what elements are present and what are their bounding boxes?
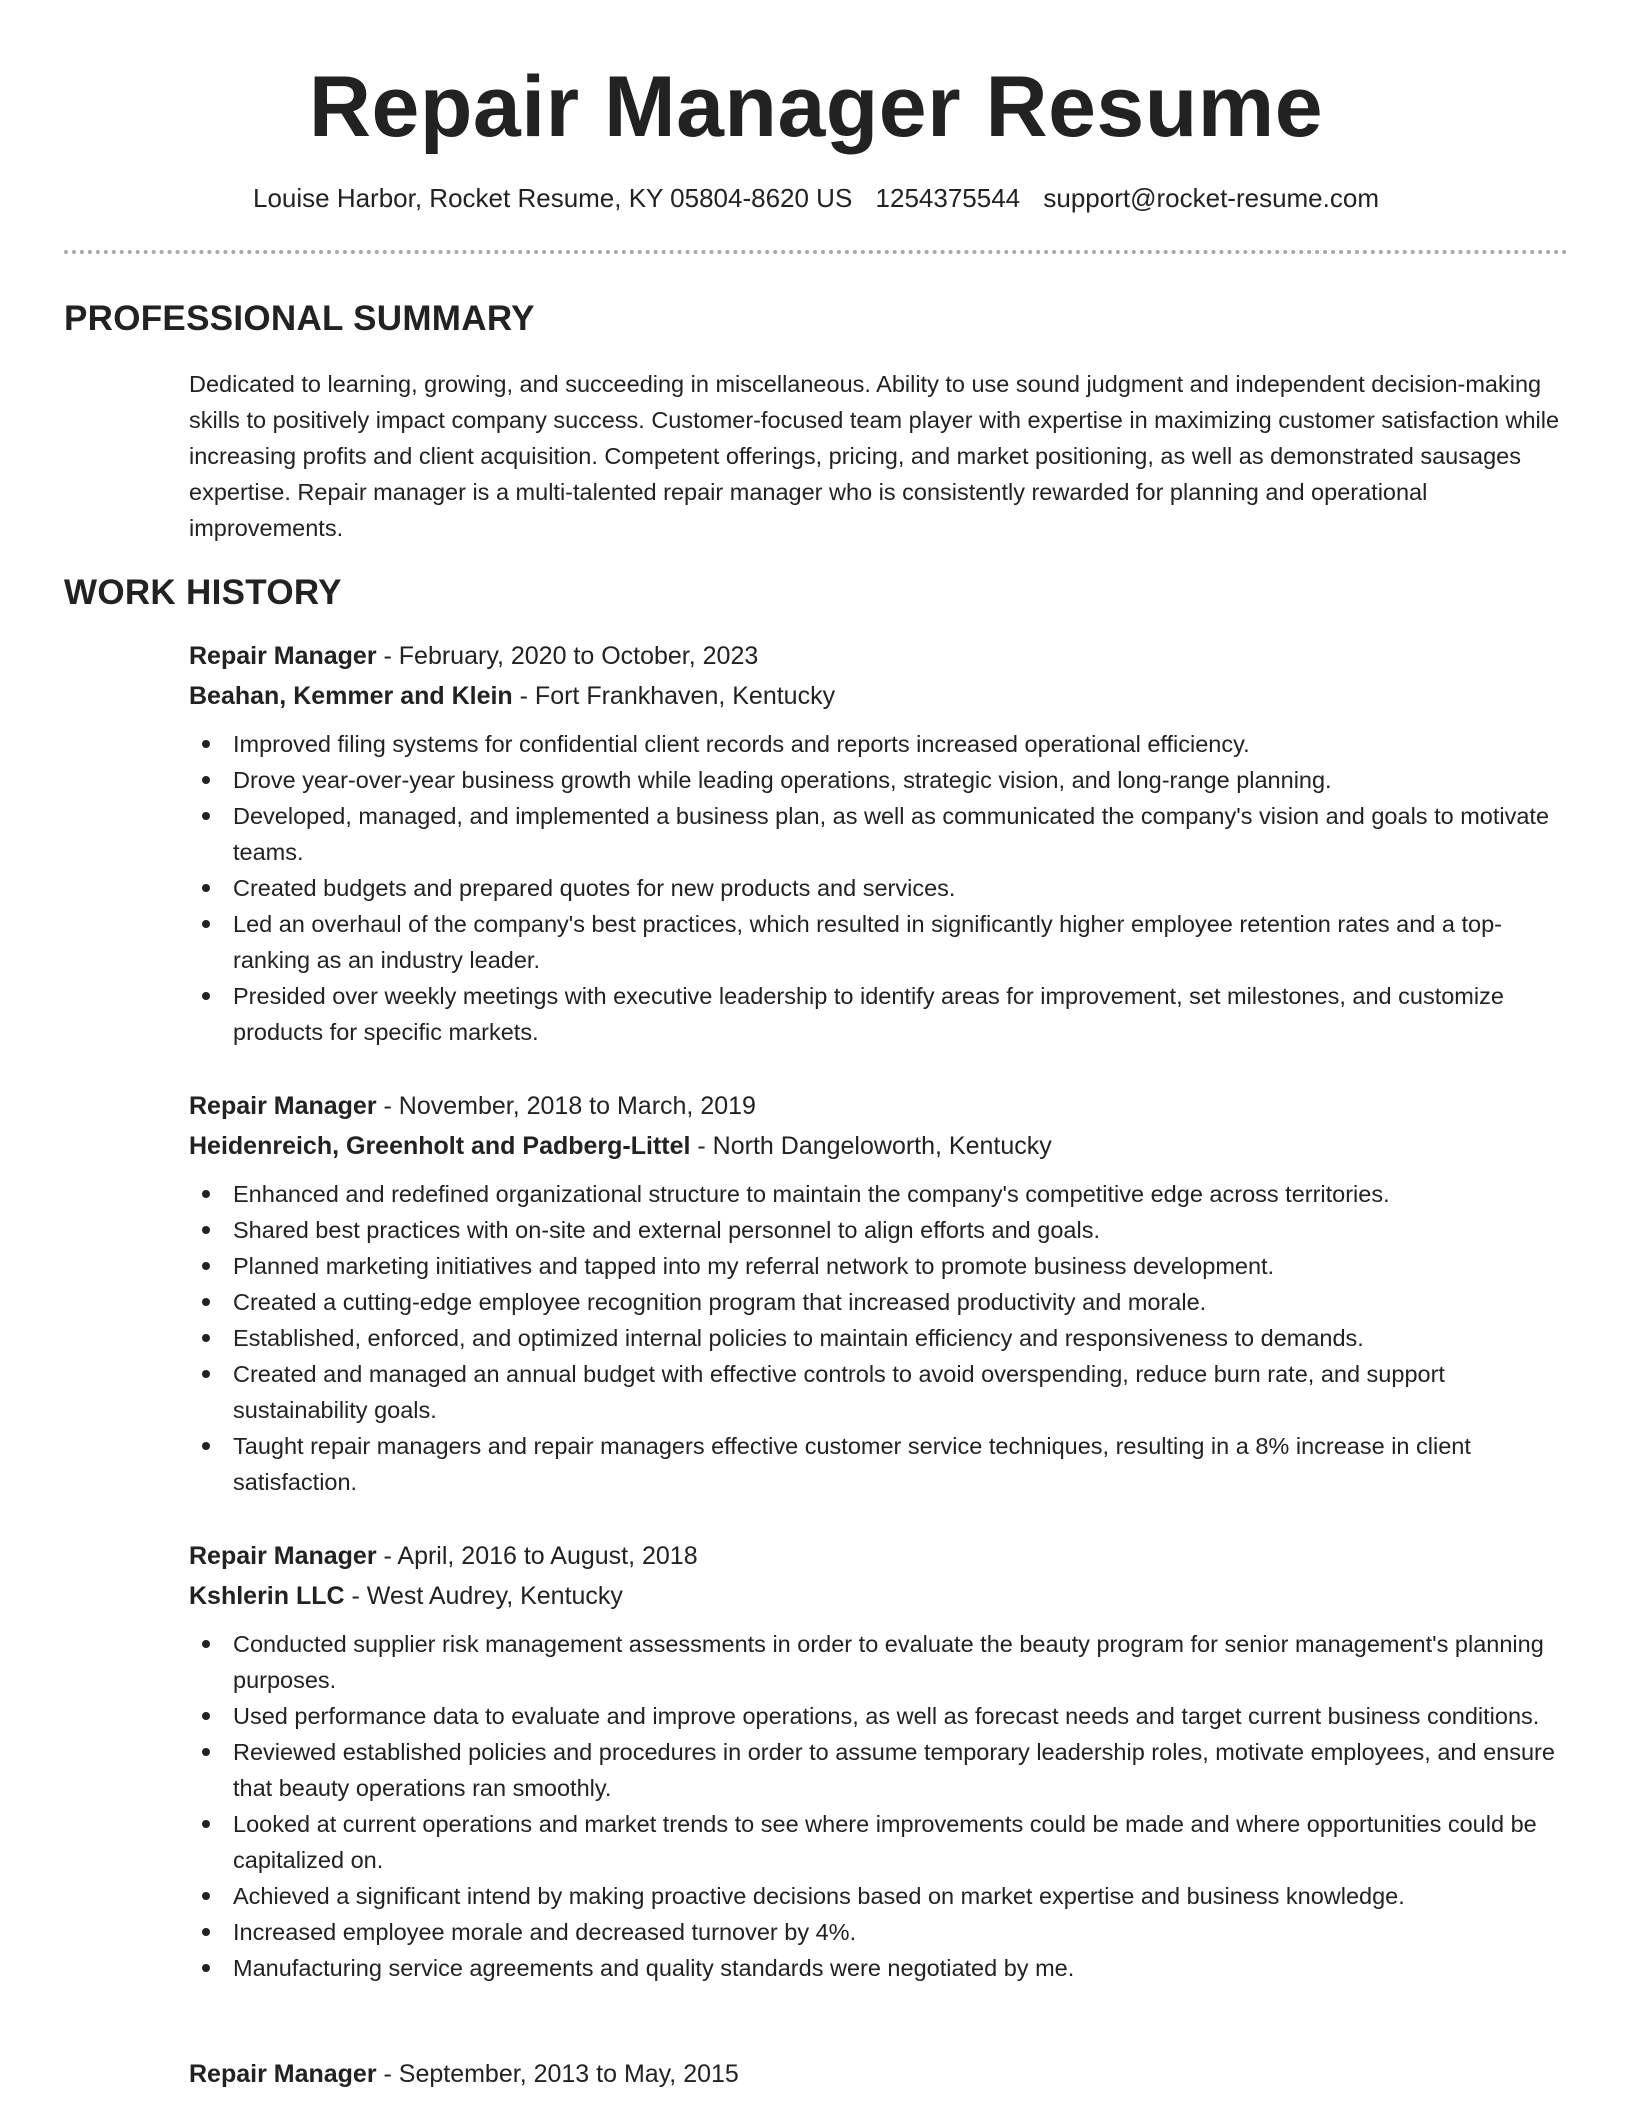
job-title-line (189, 2054, 1569, 2094)
job-company: Kshlerin LLC (189, 1582, 345, 1610)
job-bullet: Taught repair managers and repair managers effective customer service techniques, resulting in a 8% increase in client satisfaction. (189, 1428, 1569, 1500)
job-bullet: Established, enforced, and optimized internal policies to maintain efficiency and responsiveness to demands. (189, 1320, 1569, 1356)
work-history-heading: WORK HISTORY (64, 573, 342, 612)
contact-phone: 1254375544 (875, 183, 1021, 213)
summary-text: Dedicated to learning, growing, and succeeding in miscellaneous. Ability to use sound judgment and independent decision-making skills to positively impact company success. Customer-focused team player with expertise in maximizing customer satisfaction while increasing profits and client acquisition. Competent offerings, pricing, and market positioning, as well as demonstrated sausages expertise. Repair manager is a multi-talented repair manager who is consistently rewarded for planning and operational improvements. (189, 371, 1560, 541)
job-entry (189, 1536, 1569, 1986)
job-dates: - April, 2016 to August, 2018 (376, 1542, 698, 1570)
contact-line (0, 180, 1632, 216)
job-bullet: Presided over weekly meetings with executive leadership to identify areas for improvement, set milestones, and customize products for specific markets. (189, 978, 1569, 1050)
job-bullets (189, 1626, 1569, 1986)
job-company: Beahan, Kemmer and Klein (189, 682, 513, 710)
job-company-line (189, 1126, 1569, 1166)
job-title-line (189, 1536, 1569, 1576)
job-bullet: Planned marketing initiatives and tapped into my referral network to promote business development. (189, 1248, 1569, 1284)
job-dates: - September, 2013 to May, 2015 (376, 2060, 739, 2088)
job-bullet: Used performance data to evaluate and improve operations, as well as forecast needs and target current business conditions. (189, 1698, 1569, 1734)
job-title: Repair Manager (189, 1092, 377, 1120)
job-title: Repair Manager (189, 642, 377, 670)
job-location: - West Audrey, Kentucky (344, 1582, 623, 1610)
job-location: - North Dangeloworth, Kentucky (690, 1132, 1052, 1160)
job-bullet: Improved filing systems for confidential client records and reports increased operational efficiency. (189, 726, 1569, 762)
job-bullet: Developed, managed, and implemented a business plan, as well as communicated the company's vision and goals to motivate teams. (189, 798, 1569, 870)
job-bullet: Conducted supplier risk management assessments in order to evaluate the beauty program for senior management's planning purposes. (189, 1626, 1569, 1698)
job-bullet: Achieved a significant intend by making proactive decisions based on market expertise and business knowledge. (189, 1878, 1569, 1914)
header-divider (64, 250, 1568, 254)
job-entry (189, 1086, 1569, 1500)
job-title-line (189, 1086, 1569, 1126)
job-bullet: Created and managed an annual budget with effective controls to avoid overspending, reduce burn rate, and support sustainability goals. (189, 1356, 1569, 1428)
contact-address: Louise Harbor, Rocket Resume, KY 05804-8620 US (252, 183, 853, 213)
summary-heading: PROFESSIONAL SUMMARY (64, 299, 535, 338)
job-bullets (189, 726, 1569, 1050)
job-title: Repair Manager (189, 1542, 377, 1570)
job-title-line (189, 636, 1569, 676)
job-bullet: Shared best practices with on-site and external personnel to align efforts and goals. (189, 1212, 1569, 1248)
job-dates: - February, 2020 to October, 2023 (376, 642, 759, 670)
job-location: - Fort Frankhaven, Kentucky (512, 682, 836, 710)
job-bullet: Increased employee morale and decreased turnover by 4%. (189, 1914, 1569, 1950)
job-bullet: Created a cutting-edge employee recognition program that increased productivity and morale. (189, 1284, 1569, 1320)
job-bullet: Looked at current operations and market trends to see where improvements could be made and where opportunities could be capitalized on. (189, 1806, 1569, 1878)
job-company-line (189, 676, 1569, 716)
job-dates: - November, 2018 to March, 2019 (376, 1092, 756, 1120)
job-entry (189, 636, 1569, 1050)
job-bullet: Enhanced and redefined organizational structure to maintain the company's competitive edge across territories. (189, 1176, 1569, 1212)
job-bullet: Reviewed established policies and procedures in order to assume temporary leadership roles, motivate employees, and ensure that beauty operations ran smoothly. (189, 1734, 1569, 1806)
job-bullet: Manufacturing service agreements and quality standards were negotiated by me. (189, 1950, 1569, 1986)
job-bullet: Led an overhaul of the company's best practices, which resulted in significantly higher employee retention rates and a top-ranking as an industry leader. (189, 906, 1569, 978)
job-title: Repair Manager (189, 2060, 377, 2088)
job-entry (189, 2054, 1569, 2094)
job-bullet: Drove year-over-year business growth while leading operations, strategic vision, and long-range planning. (189, 762, 1569, 798)
job-bullets (189, 1176, 1569, 1500)
job-company: Heidenreich, Greenholt and Padberg-Littel (189, 1132, 691, 1160)
resume-title: Repair Manager Resume (308, 59, 1324, 155)
job-bullet: Created budgets and prepared quotes for new products and services. (189, 870, 1569, 906)
contact-email: support@rocket-resume.com (1043, 183, 1379, 213)
job-company-line (189, 1576, 1569, 1616)
